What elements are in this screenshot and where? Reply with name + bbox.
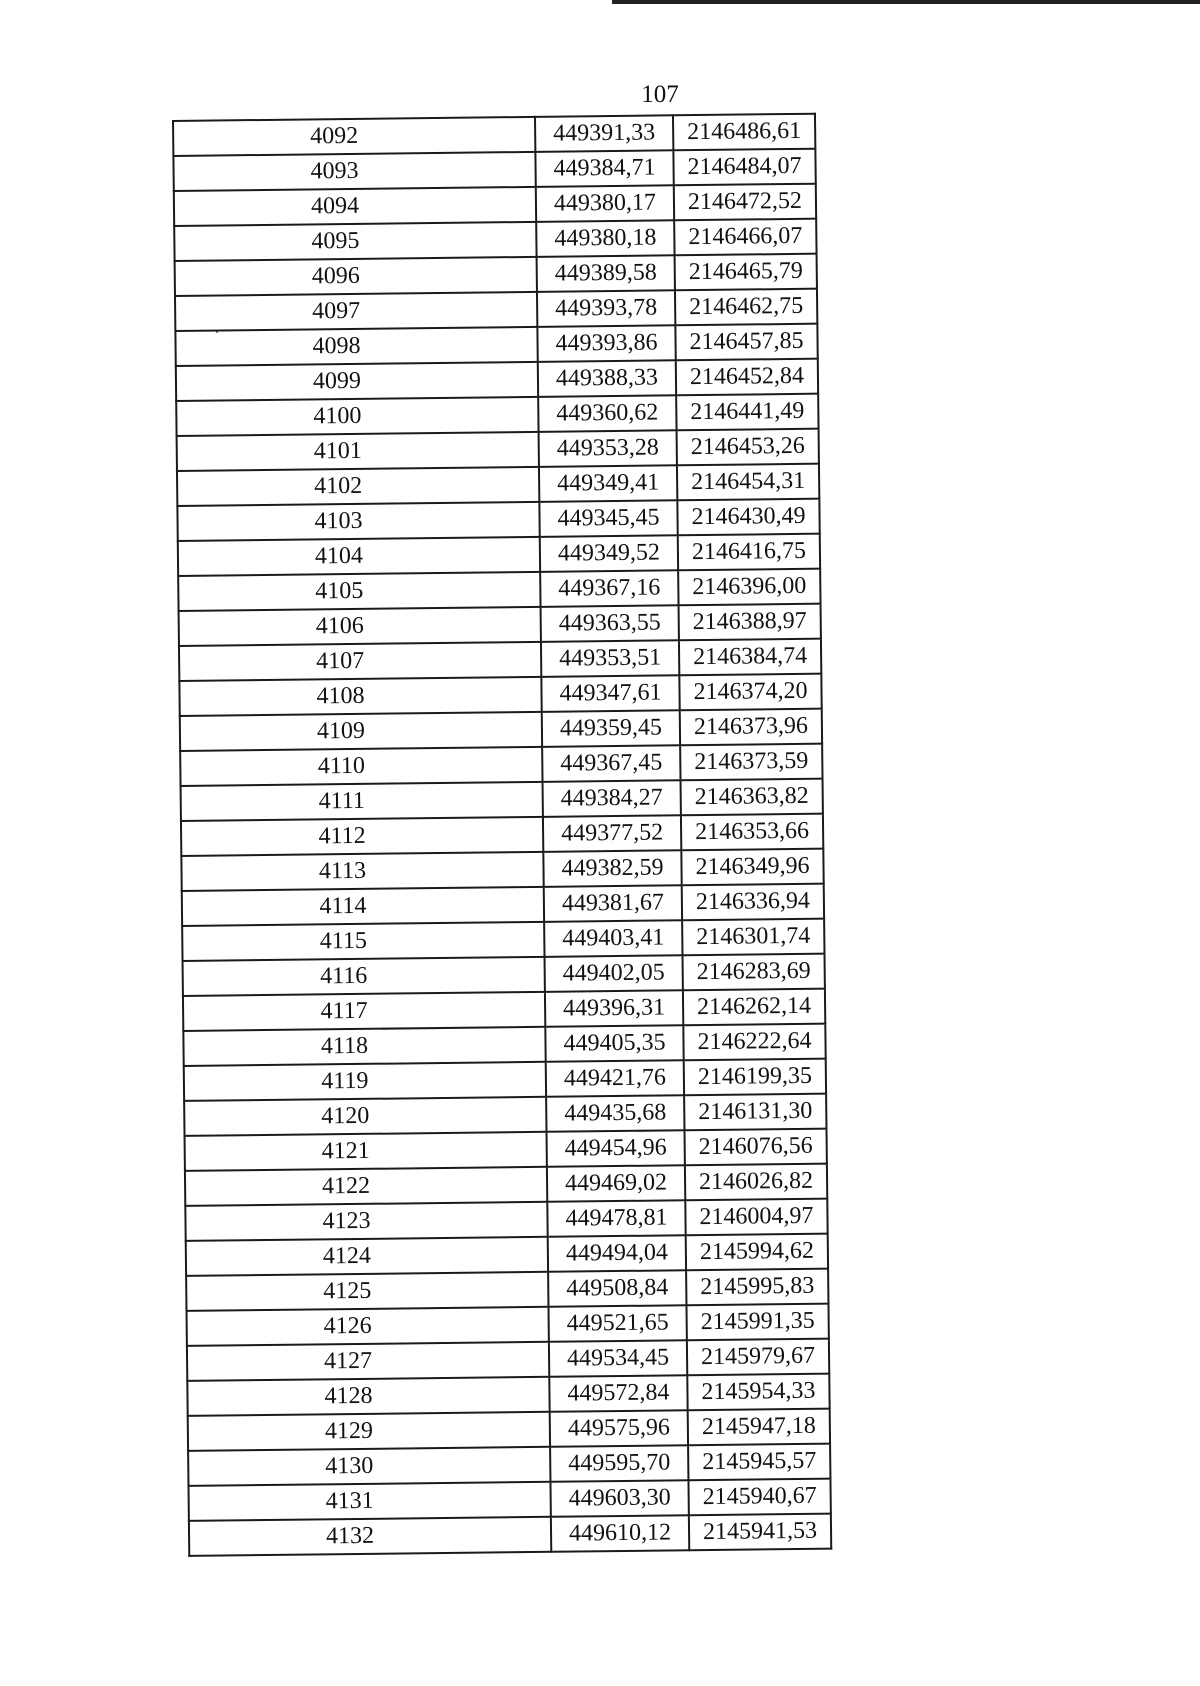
point-number-cell: 4117 xyxy=(183,992,545,1031)
point-number-cell: 4092 xyxy=(173,117,535,156)
point-number-cell: 4126 xyxy=(187,1307,549,1346)
y-coordinate-cell: 2146301,74 xyxy=(682,919,824,956)
x-coordinate-cell: 449382,59 xyxy=(543,850,681,887)
point-number-cell: 4099 xyxy=(176,362,538,401)
coordinates-table xyxy=(172,113,832,1557)
point-number-cell: 4132 xyxy=(189,1517,551,1556)
point-number-cell: 4108 xyxy=(179,677,541,716)
point-number-cell: 4125 xyxy=(186,1272,548,1311)
point-number-cell: 4102 xyxy=(177,467,539,506)
point-number-cell: 4128 xyxy=(187,1377,549,1416)
point-number-cell: 4131 xyxy=(188,1482,550,1521)
x-coordinate-cell: 449572,84 xyxy=(549,1375,687,1412)
x-coordinate-cell: 449405,35 xyxy=(545,1025,683,1062)
y-coordinate-cell: 2146336,94 xyxy=(682,884,824,921)
x-coordinate-cell: 449403,41 xyxy=(544,920,682,957)
point-number-cell: 4110 xyxy=(180,747,542,786)
y-coordinate-cell: 2146353,66 xyxy=(681,814,823,851)
point-number-cell: 4129 xyxy=(188,1412,550,1451)
y-coordinate-cell: 2145994,62 xyxy=(686,1234,828,1271)
y-coordinate-cell: 2145941,53 xyxy=(689,1514,831,1551)
y-coordinate-cell: 2145945,57 xyxy=(688,1444,830,1481)
x-coordinate-cell: 449391,33 xyxy=(535,115,673,152)
point-number-cell: 4115 xyxy=(182,922,544,961)
x-coordinate-cell: 449421,76 xyxy=(546,1060,684,1097)
x-coordinate-cell: 449377,52 xyxy=(543,815,681,852)
point-number-cell: 4093 xyxy=(173,152,535,191)
x-coordinate-cell: 449384,71 xyxy=(535,150,673,187)
y-coordinate-cell: 2146131,30 xyxy=(684,1094,826,1131)
x-coordinate-cell: 449393,86 xyxy=(537,325,675,362)
y-coordinate-cell: 2146373,96 xyxy=(680,709,822,746)
y-coordinate-cell: 2145947,18 xyxy=(688,1409,830,1446)
x-coordinate-cell: 449381,67 xyxy=(544,885,682,922)
x-coordinate-cell: 449384,27 xyxy=(543,780,681,817)
point-number-cell: 4114 xyxy=(182,887,544,926)
x-coordinate-cell: 449575,96 xyxy=(550,1410,688,1447)
point-number-cell: 4124 xyxy=(186,1237,548,1276)
y-coordinate-cell: 2146384,74 xyxy=(679,639,821,676)
x-coordinate-cell: 449367,16 xyxy=(540,570,678,607)
y-coordinate-cell: 2146457,85 xyxy=(675,324,817,361)
y-coordinate-cell: 2145991,35 xyxy=(686,1304,828,1341)
point-number-cell: 4116 xyxy=(183,957,545,996)
point-number-cell: 4096 xyxy=(175,257,537,296)
x-coordinate-cell: 449402,05 xyxy=(545,955,683,992)
x-coordinate-cell: 449349,41 xyxy=(539,465,677,502)
point-number-cell: 4105 xyxy=(178,572,540,611)
x-coordinate-cell: 449521,65 xyxy=(548,1305,686,1342)
x-coordinate-cell: 449396,31 xyxy=(545,990,683,1027)
y-coordinate-cell: 2146363,82 xyxy=(681,779,823,816)
x-coordinate-cell: 449353,28 xyxy=(539,430,677,467)
x-coordinate-cell: 449353,51 xyxy=(541,640,679,677)
x-coordinate-cell: 449388,33 xyxy=(538,360,676,397)
x-coordinate-cell: 449508,84 xyxy=(548,1270,686,1307)
point-number-cell: 4130 xyxy=(188,1447,550,1486)
y-coordinate-cell: 2146283,69 xyxy=(683,954,825,991)
x-coordinate-cell: 449345,45 xyxy=(539,500,677,537)
x-coordinate-cell: 449367,45 xyxy=(542,745,680,782)
point-number-cell: 4101 xyxy=(177,432,539,471)
y-coordinate-cell: 2145954,33 xyxy=(687,1374,829,1411)
point-number-cell: 4106 xyxy=(179,607,541,646)
point-number-cell: 4119 xyxy=(184,1062,546,1101)
point-number-cell: 4127 xyxy=(187,1342,549,1381)
y-coordinate-cell: 2146462,75 xyxy=(675,289,817,326)
point-number-cell: 4122 xyxy=(185,1167,547,1206)
x-coordinate-cell: 449435,68 xyxy=(546,1095,684,1132)
x-coordinate-cell: 449494,04 xyxy=(548,1235,686,1272)
x-coordinate-cell: 449347,61 xyxy=(541,675,679,712)
y-coordinate-cell: 2146199,35 xyxy=(684,1059,826,1096)
x-coordinate-cell: 449603,30 xyxy=(550,1480,688,1517)
point-number-cell: 4112 xyxy=(181,817,543,856)
x-coordinate-cell: 449380,17 xyxy=(536,185,674,222)
y-coordinate-cell: 2146452,84 xyxy=(676,359,818,396)
y-coordinate-cell: 2145995,83 xyxy=(686,1269,828,1306)
x-coordinate-cell: 449349,52 xyxy=(540,535,678,572)
top-border-line xyxy=(612,0,1200,4)
y-coordinate-cell: 2146453,26 xyxy=(677,429,819,466)
point-number-cell: 4120 xyxy=(184,1097,546,1136)
y-coordinate-cell: 2146454,31 xyxy=(677,464,819,501)
y-coordinate-cell: 2146076,56 xyxy=(684,1129,826,1166)
point-number-cell: 4123 xyxy=(185,1202,547,1241)
y-coordinate-cell: 2146004,97 xyxy=(685,1199,827,1236)
y-coordinate-cell: 2146349,96 xyxy=(681,849,823,886)
coordinates-table-body xyxy=(173,114,831,1556)
y-coordinate-cell: 2146026,82 xyxy=(685,1164,827,1201)
y-coordinate-cell: 2146441,49 xyxy=(676,394,818,431)
point-number-cell: 4121 xyxy=(185,1132,547,1171)
y-coordinate-cell: 2145940,67 xyxy=(688,1479,830,1516)
y-coordinate-cell: 2146466,07 xyxy=(674,219,816,256)
y-coordinate-cell: 2145979,67 xyxy=(687,1339,829,1376)
point-number-cell: 4107 xyxy=(179,642,541,681)
y-coordinate-cell: 2146388,97 xyxy=(679,604,821,641)
y-coordinate-cell: 2146396,00 xyxy=(678,569,820,606)
y-coordinate-cell: 2146262,14 xyxy=(683,989,825,1026)
point-number-cell: 4098 xyxy=(175,327,537,366)
x-coordinate-cell: 449534,45 xyxy=(549,1340,687,1377)
x-coordinate-cell: 449363,55 xyxy=(541,605,679,642)
table-row xyxy=(189,1514,831,1556)
x-coordinate-cell: 449359,45 xyxy=(542,710,680,747)
point-number-cell: 4100 xyxy=(176,397,538,436)
point-number-cell: 4113 xyxy=(181,852,543,891)
x-coordinate-cell: 449610,12 xyxy=(551,1515,689,1552)
x-coordinate-cell: 449389,58 xyxy=(537,255,675,292)
page-number: 107 xyxy=(641,81,679,108)
y-coordinate-cell: 2146486,61 xyxy=(673,114,815,151)
point-number-cell: 4104 xyxy=(178,537,540,576)
y-coordinate-cell: 2146465,79 xyxy=(675,254,817,291)
y-coordinate-cell: 2146416,75 xyxy=(678,534,820,571)
point-number-cell: 4111 xyxy=(181,782,543,821)
x-coordinate-cell: 449478,81 xyxy=(547,1200,685,1237)
y-coordinate-cell: 2146373,59 xyxy=(680,744,822,781)
x-coordinate-cell: 449469,02 xyxy=(547,1165,685,1202)
x-coordinate-cell: 449380,18 xyxy=(536,220,674,257)
y-coordinate-cell: 2146472,52 xyxy=(674,184,816,221)
point-number-cell: 4103 xyxy=(177,502,539,541)
point-number-cell: 4109 xyxy=(180,712,542,751)
x-coordinate-cell: 449360,62 xyxy=(538,395,676,432)
x-coordinate-cell: 449393,78 xyxy=(537,290,675,327)
point-number-cell: 4094 xyxy=(174,187,536,226)
y-coordinate-cell: 2146222,64 xyxy=(683,1024,825,1061)
y-coordinate-cell: 2146374,20 xyxy=(679,674,821,711)
y-coordinate-cell: 2146484,07 xyxy=(673,149,815,186)
x-coordinate-cell: 449595,70 xyxy=(550,1445,688,1482)
y-coordinate-cell: 2146430,49 xyxy=(677,499,819,536)
point-number-cell: 4118 xyxy=(183,1027,545,1066)
x-coordinate-cell: 449454,96 xyxy=(547,1130,685,1167)
point-number-cell: 4097 xyxy=(175,292,537,331)
point-number-cell: 4095 xyxy=(174,222,536,261)
